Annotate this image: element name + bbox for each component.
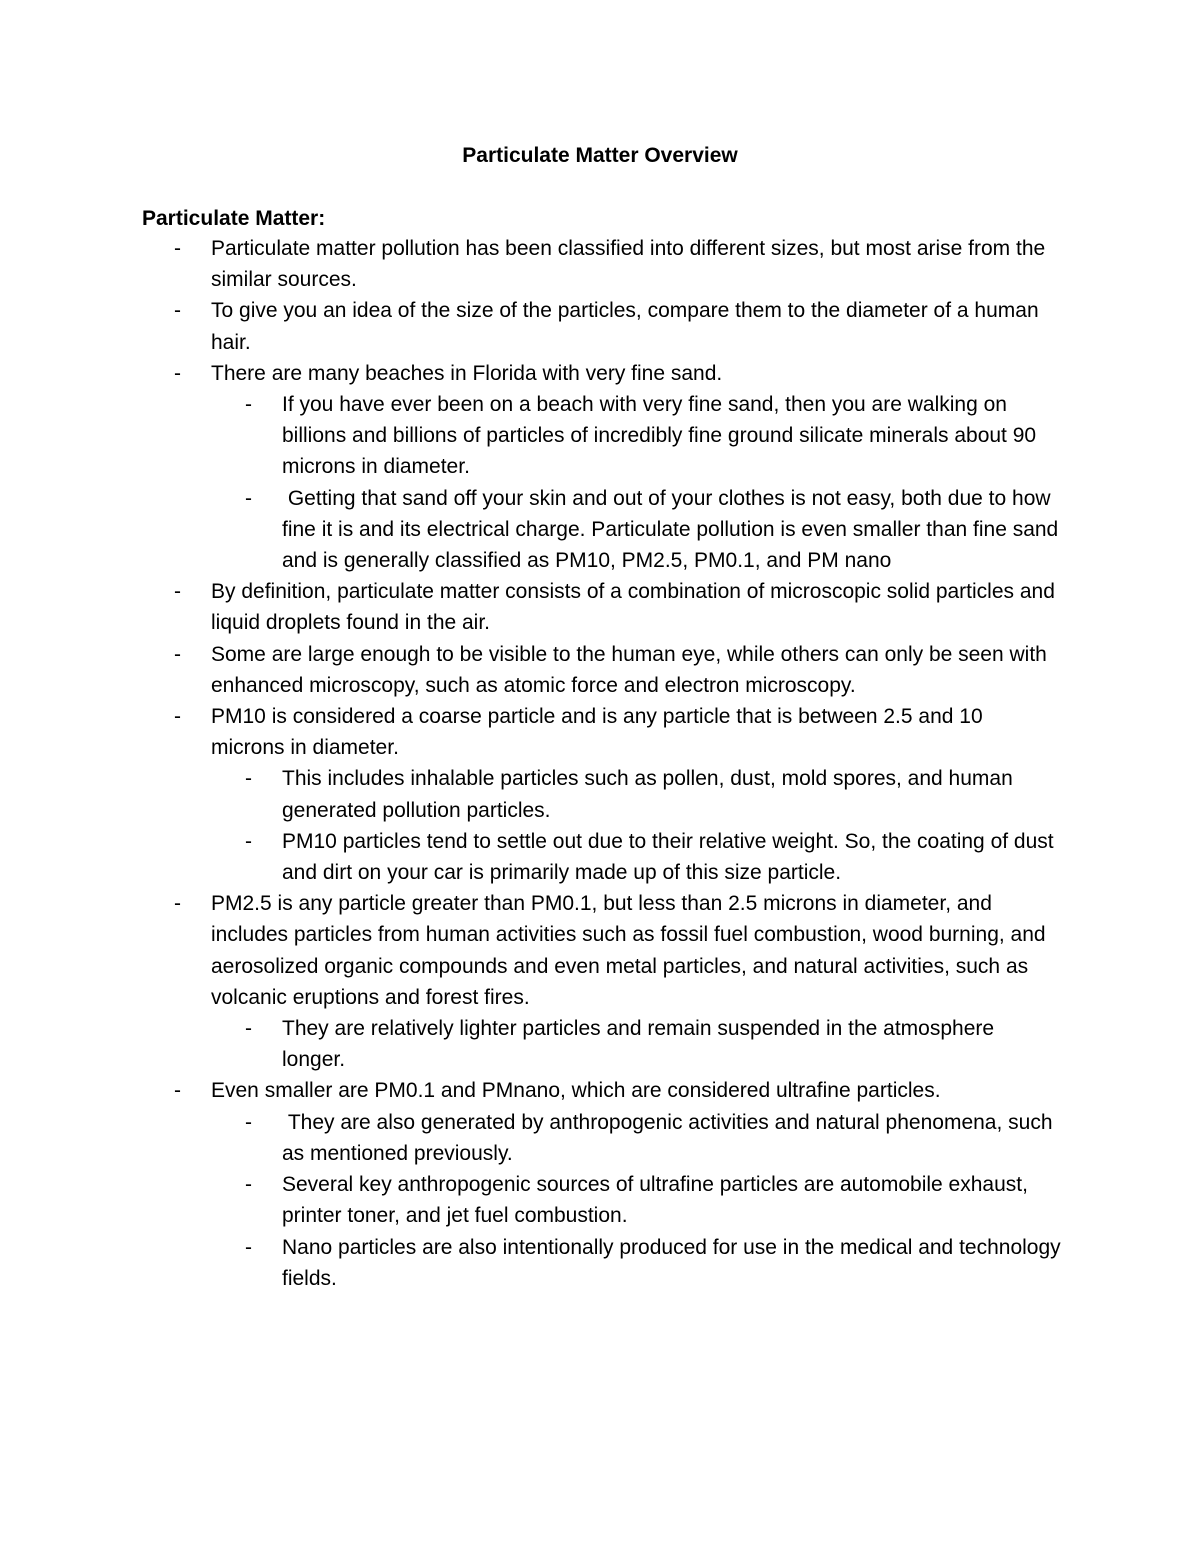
bullet-dash: - (245, 1235, 252, 1259)
bullet-dash: - (174, 705, 181, 729)
list-item-text: Nano particles are also intentionally produced for use in the medical and technology fields. (282, 1235, 1067, 1290)
section-heading: Particulate Matter: (142, 207, 326, 230)
bullet-dash: - (174, 299, 181, 323)
sub-list-item (0, 763, 1062, 825)
list-item-text: Getting that sand off your skin and out of your clothes is not easy, both due to how fine it is and its electrical charge. Particulate pollution is even smaller than fine sand and is generally classified as PM10, PM2.5, PM0.1, and PM nano (282, 486, 1065, 573)
sub-list-item (0, 389, 1062, 483)
sub-list-item (0, 1107, 1062, 1169)
list-item-text: They are also generated by anthropogenic activities and natural phenomena, such as mentioned previously. (282, 1110, 1059, 1165)
bullet-dash: - (245, 393, 252, 417)
list-item-text: By definition, particulate matter consists of a combination of microscopic solid particles and liquid droplets found in the air. (211, 580, 1061, 635)
list-item-text: Several key anthropogenic sources of ultrafine particles are automobile exhaust, printer toner, and jet fuel combustion. (282, 1173, 1034, 1228)
list-item-text: PM2.5 is any particle greater than PM0.1, but less than 2.5 microns in diameter, and includes particles from human activities such as fossil fuel combustion, wood burning, and aerosolized organic compounds and even metal particles, and natural activities, such as volcanic eruptions and forest fires. (211, 892, 1052, 1009)
list-item-text: There are many beaches in Florida with very fine sand. (211, 361, 723, 385)
sub-list-item (0, 1232, 1067, 1294)
list-item (0, 1075, 1061, 1106)
bullet-dash: - (245, 486, 252, 510)
bullet-dash: - (174, 1079, 181, 1103)
sub-list-item (0, 483, 1065, 577)
bullet-dash: - (245, 1110, 252, 1134)
bullet-dash: - (174, 580, 181, 604)
sub-list-item (0, 1013, 1062, 1075)
list-item (0, 701, 1061, 763)
bullet-dash: - (245, 1173, 252, 1197)
list-item (0, 233, 1061, 295)
sub-list-item (0, 1169, 1062, 1231)
list-item-text: To give you an idea of the size of the particles, compare them to the diameter of a human hair. (211, 299, 1045, 354)
list-item-text: They are relatively lighter particles and remain suspended in the atmosphere longer. (282, 1017, 1000, 1072)
list-item (0, 639, 1061, 701)
list-item-text: If you have ever been on a beach with very fine sand, then you are walking on billions and billions of particles of incredibly fine ground silicate minerals about 90 microns in diameter. (282, 393, 1042, 479)
list-item (0, 358, 1061, 389)
bullet-dash: - (174, 892, 181, 916)
list-item-text: PM10 is considered a coarse particle and is any particle that is between 2.5 and 10 microns in diameter. (211, 705, 989, 760)
list-item (0, 888, 1061, 1013)
list-item-text: Some are large enough to be visible to the human eye, while others can only be seen with enhanced microscopy, such as atomic force and electron microscopy. (211, 642, 1053, 697)
list-item (0, 576, 1061, 638)
list-item-text: Particulate matter pollution has been classified into different sizes, but most arise from the similar sources. (211, 237, 1052, 292)
bullet-dash: - (174, 642, 181, 666)
document-title: Particulate Matter Overview (462, 144, 738, 167)
bullet-dash: - (245, 767, 252, 791)
bullet-dash: - (245, 829, 252, 853)
sub-list-item (0, 826, 1062, 888)
bullet-dash: - (174, 361, 181, 385)
bullet-dash: - (174, 237, 181, 260)
list-item (0, 295, 1061, 357)
bullet-dash: - (245, 1017, 252, 1041)
list-item-text: Even smaller are PM0.1 and PMnano, which are considered ultrafine particles. (211, 1079, 941, 1103)
list-item-text: PM10 particles tend to settle out due to their relative weight. So, the coating of dust and dirt on your car is primarily made up of this size particle. (282, 829, 1060, 885)
list-item-text: This includes inhalable particles such as pollen, dust, mold spores, and human generated pollution particles. (282, 767, 1019, 822)
bullet-list (0, 233, 1200, 1294)
